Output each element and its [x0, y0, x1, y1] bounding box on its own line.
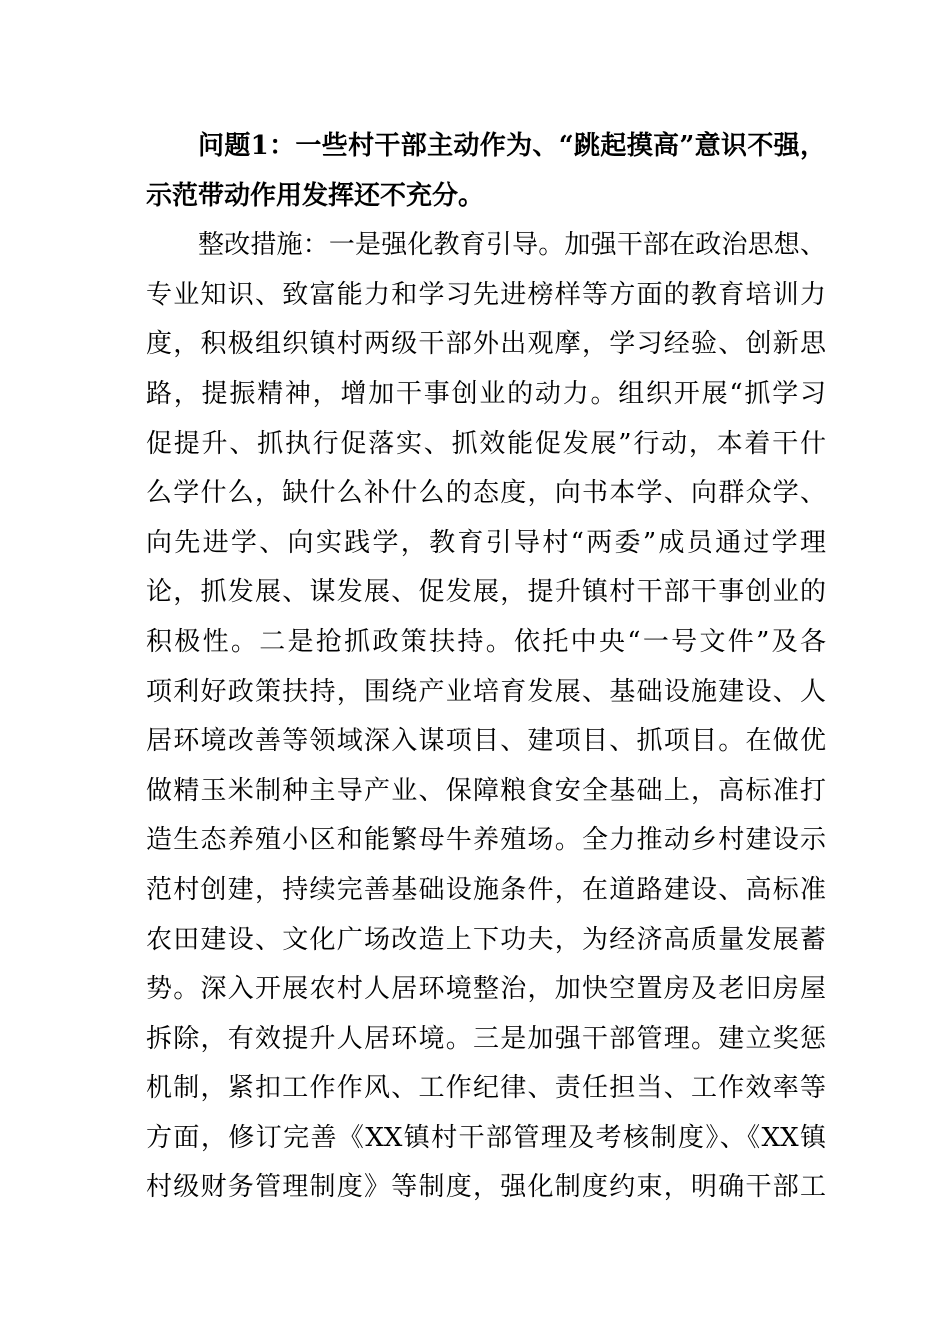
- paragraph-line: 居环境改善等领域深入谋项目、建项目、抓项目。在做优: [146, 726, 826, 757]
- paragraph-line: 积极性。二是抢抓政策扶持。依托中央“一号文件”及各: [146, 626, 826, 657]
- document-body: [146, 122, 826, 1213]
- paragraph-line: 势。深入开展农村人居环境整治，加快空置房及老旧房屋: [146, 974, 826, 1005]
- paragraph-line: 促提升、抓执行促落实、抓效能促发展”行动，本着干什: [146, 428, 826, 459]
- rectification-measures-paragraph: [146, 221, 826, 1213]
- paragraph-line: 造生态养殖小区和能繁母牛养殖场。全力推动乡村建设示: [146, 825, 826, 856]
- paragraph-line: 做精玉米制种主导产业、保障粮食安全基础上，高标准打: [146, 775, 826, 806]
- paragraph-line: 拆除，有效提升人居环境。三是加强干部管理。建立奖惩: [146, 1023, 826, 1054]
- paragraph-line: 路，提振精神，增加干事创业的动力。组织开展“抓学习: [146, 378, 826, 409]
- paragraph-line: 度，积极组织镇村两级干部外出观摩，学习经验、创新思: [146, 329, 826, 360]
- heading-line: 示范带动作用发挥还不充分。: [146, 180, 485, 211]
- paragraph-line: 村级财务管理制度》等制度，强化制度约束，明确干部工: [146, 1172, 826, 1203]
- paragraph-line: 项利好政策扶持，围绕产业培育发展、基础设施建设、人: [146, 676, 826, 707]
- paragraph-line: 论，抓发展、谋发展、促发展，提升镇村干部干事创业的: [146, 577, 826, 608]
- paragraph-line: 方面，修订完善《XX镇村干部管理及考核制度》、《XX镇: [146, 1122, 826, 1153]
- paragraph-line: 么学什么，缺什么补什么的态度，向书本学、向群众学、: [146, 478, 826, 509]
- paragraph-line: 农田建设、文化广场改造上下功夫，为经济高质量发展蓄: [146, 924, 826, 955]
- issue-heading: [146, 122, 826, 221]
- paragraph-line: 整改措施：一是强化教育引导。加强干部在政治思想、: [198, 230, 826, 261]
- paragraph-line: 专业知识、致富能力和学习先进榜样等方面的教育培训力: [146, 279, 826, 310]
- paragraph-line: 范村创建，持续完善基础设施条件，在道路建设、高标准: [146, 874, 826, 905]
- paragraph-line: 向先进学、向实践学，教育引导村“两委”成员通过学理: [146, 527, 826, 558]
- heading-line: 问题1：一些村干部主动作为、“跳起摸高”意识不强，: [198, 131, 826, 161]
- paragraph-line: 机制，紧扣工作作风、工作纪律、责任担当、工作效率等: [146, 1073, 826, 1104]
